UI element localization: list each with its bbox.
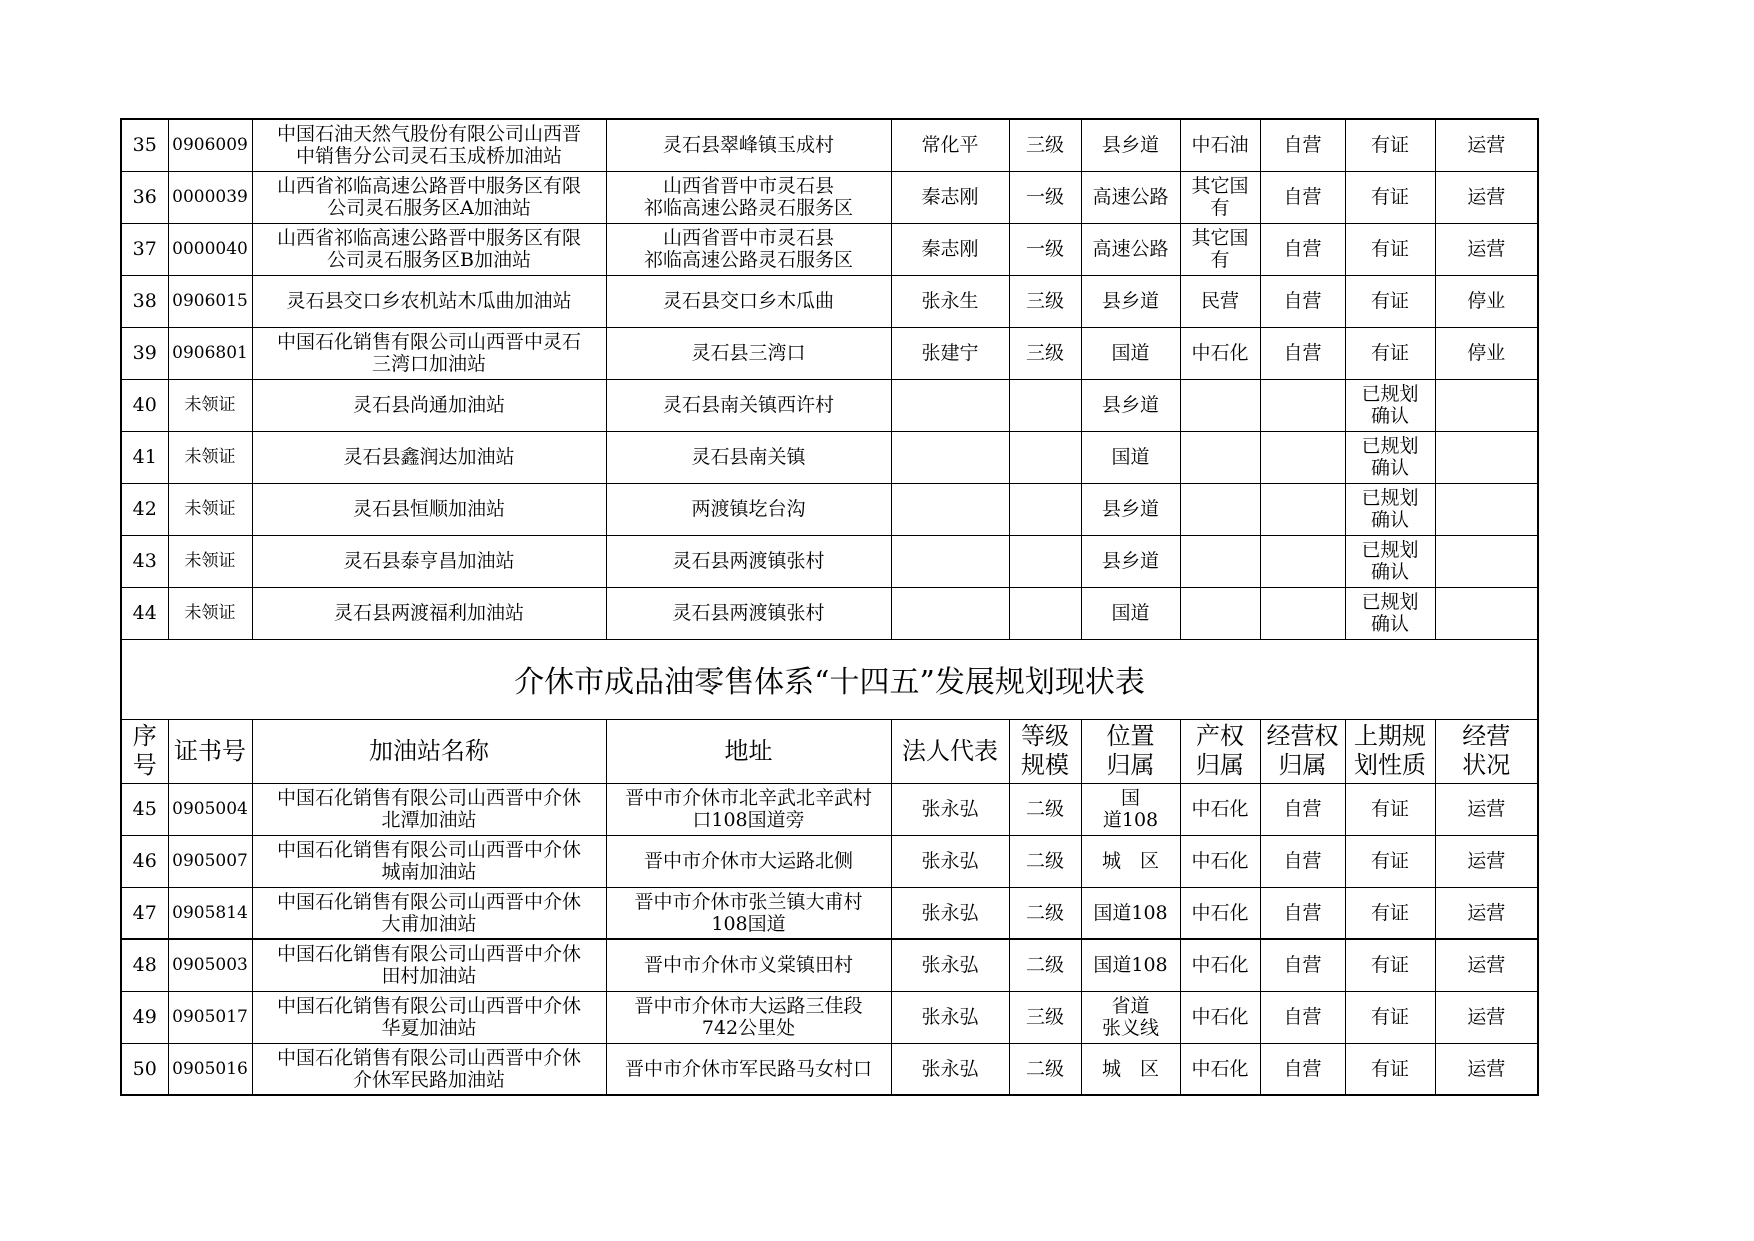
table-row (121, 991, 1538, 1043)
cell-plan: 已规划 确认 (1345, 535, 1435, 587)
cell-address: 灵石县交口乡木瓜曲 (606, 275, 891, 327)
cell-seq: 48 (121, 939, 168, 991)
cell-address: 两渡镇圪台沟 (606, 483, 891, 535)
header-rep: 法人代表 (891, 719, 1009, 783)
cell-status: 运营 (1435, 119, 1538, 171)
cell-grade: 三级 (1009, 119, 1081, 171)
cell-location: 县乡道 (1081, 275, 1180, 327)
cell-status: 停业 (1435, 327, 1538, 379)
cell-rep: 张永弘 (891, 835, 1009, 887)
cell-code: 0905814 (168, 887, 252, 939)
cell-status: 运营 (1435, 887, 1538, 939)
cell-location: 国道 (1081, 327, 1180, 379)
header-address: 地址 (606, 719, 891, 783)
cell-rep: 常化平 (891, 119, 1009, 171)
cell-name: 中国石化销售有限公司山西晋中介休 华夏加油站 (252, 991, 606, 1043)
table-row (121, 275, 1538, 327)
cell-status (1435, 587, 1538, 639)
cell-seq: 46 (121, 835, 168, 887)
cell-property: 其它国 有 (1180, 171, 1260, 223)
cell-location: 高速公路 (1081, 171, 1180, 223)
cell-code: 0906015 (168, 275, 252, 327)
lower-table-body (121, 783, 1538, 1095)
cell-seq: 43 (121, 535, 168, 587)
cell-plan: 有证 (1345, 119, 1435, 171)
header-body (121, 719, 1538, 783)
upper-table-body (121, 119, 1538, 639)
cell-grade (1009, 431, 1081, 483)
cell-plan: 已规划 确认 (1345, 431, 1435, 483)
cell-property: 民营 (1180, 275, 1260, 327)
cell-seq: 49 (121, 991, 168, 1043)
cell-property (1180, 483, 1260, 535)
cell-location: 城 区 (1081, 835, 1180, 887)
cell-name: 中国石化销售有限公司山西晋中介休 大甫加油站 (252, 887, 606, 939)
cell-operation: 自营 (1260, 119, 1345, 171)
cell-location: 国道108 (1081, 887, 1180, 939)
cell-status (1435, 431, 1538, 483)
cell-plan: 有证 (1345, 783, 1435, 835)
cell-plan: 有证 (1345, 991, 1435, 1043)
cell-code: 0905004 (168, 783, 252, 835)
cell-location: 高速公路 (1081, 223, 1180, 275)
cell-seq: 44 (121, 587, 168, 639)
cell-code: 0906801 (168, 327, 252, 379)
cell-property: 中石油 (1180, 119, 1260, 171)
cell-code: 0000040 (168, 223, 252, 275)
cell-seq: 42 (121, 483, 168, 535)
cell-rep: 张建宁 (891, 327, 1009, 379)
cell-seq: 45 (121, 783, 168, 835)
cell-name: 灵石县鑫润达加油站 (252, 431, 606, 483)
cell-property: 中石化 (1180, 327, 1260, 379)
cell-location: 国道108 (1081, 939, 1180, 991)
cell-seq: 36 (121, 171, 168, 223)
cell-operation (1260, 379, 1345, 431)
cell-name: 中国石化销售有限公司山西晋中介休 城南加油站 (252, 835, 606, 887)
cell-location: 省道 张义线 (1081, 991, 1180, 1043)
cell-rep: 秦志刚 (891, 171, 1009, 223)
cell-rep: 张永生 (891, 275, 1009, 327)
cell-operation: 自营 (1260, 1043, 1345, 1095)
cell-name: 山西省祁临高速公路晋中服务区有限 公司灵石服务区A加油站 (252, 171, 606, 223)
cell-location: 国 道108 (1081, 783, 1180, 835)
cell-grade (1009, 483, 1081, 535)
cell-address: 山西省晋中市灵石县 祁临高速公路灵石服务区 (606, 223, 891, 275)
header-property: 产权 归属 (1180, 719, 1260, 783)
cell-rep: 张永弘 (891, 1043, 1009, 1095)
cell-name: 灵石县两渡福利加油站 (252, 587, 606, 639)
cell-name: 中国石化销售有限公司山西晋中介休 北潭加油站 (252, 783, 606, 835)
cell-name: 中国石化销售有限公司山西晋中灵石 三湾口加油站 (252, 327, 606, 379)
gas-station-table (120, 118, 1539, 1096)
cell-seq: 50 (121, 1043, 168, 1095)
table-row (121, 939, 1538, 991)
table-row (121, 483, 1538, 535)
cell-operation: 自营 (1260, 887, 1345, 939)
cell-grade: 二级 (1009, 1043, 1081, 1095)
cell-operation: 自营 (1260, 223, 1345, 275)
cell-address: 晋中市介休市义棠镇田村 (606, 939, 891, 991)
cell-property: 中石化 (1180, 887, 1260, 939)
cell-status (1435, 535, 1538, 587)
table-row (121, 835, 1538, 887)
cell-code: 0905017 (168, 991, 252, 1043)
cell-rep: 秦志刚 (891, 223, 1009, 275)
cell-plan: 有证 (1345, 327, 1435, 379)
cell-grade: 一级 (1009, 171, 1081, 223)
cell-status: 运营 (1435, 991, 1538, 1043)
table-row (121, 119, 1538, 171)
cell-address: 山西省晋中市灵石县 祁临高速公路灵石服务区 (606, 171, 891, 223)
cell-location: 县乡道 (1081, 379, 1180, 431)
header-plan: 上期规 划性质 (1345, 719, 1435, 783)
cell-plan: 已规划 确认 (1345, 587, 1435, 639)
table-row (121, 431, 1538, 483)
cell-status: 运营 (1435, 223, 1538, 275)
cell-operation: 自营 (1260, 275, 1345, 327)
cell-seq: 40 (121, 379, 168, 431)
cell-code: 未领证 (168, 379, 252, 431)
table-row (121, 783, 1538, 835)
table-row (121, 379, 1538, 431)
cell-code: 未领证 (168, 535, 252, 587)
cell-code: 0000039 (168, 171, 252, 223)
table-row (121, 887, 1538, 939)
cell-rep (891, 535, 1009, 587)
cell-grade: 二级 (1009, 887, 1081, 939)
cell-address: 灵石县南关镇西许村 (606, 379, 891, 431)
cell-grade: 三级 (1009, 327, 1081, 379)
cell-status: 运营 (1435, 939, 1538, 991)
cell-grade: 二级 (1009, 835, 1081, 887)
cell-address: 灵石县两渡镇张村 (606, 587, 891, 639)
cell-seq: 37 (121, 223, 168, 275)
cell-name: 中国石油天然气股份有限公司山西晋 中销售分公司灵石玉成桥加油站 (252, 119, 606, 171)
cell-name: 灵石县尚通加油站 (252, 379, 606, 431)
spreadsheet-page (120, 118, 1539, 1096)
cell-status: 运营 (1435, 783, 1538, 835)
cell-status: 运营 (1435, 171, 1538, 223)
cell-grade (1009, 535, 1081, 587)
cell-seq: 41 (121, 431, 168, 483)
cell-seq: 47 (121, 887, 168, 939)
cell-grade: 三级 (1009, 275, 1081, 327)
cell-grade: 三级 (1009, 991, 1081, 1043)
cell-name: 山西省祁临高速公路晋中服务区有限 公司灵石服务区B加油站 (252, 223, 606, 275)
cell-name: 灵石县交口乡农机站木瓜曲加油站 (252, 275, 606, 327)
cell-address: 晋中市介休市军民路马女村口 (606, 1043, 891, 1095)
cell-name: 灵石县泰亨昌加油站 (252, 535, 606, 587)
header-code: 证书号 (168, 719, 252, 783)
cell-rep (891, 483, 1009, 535)
cell-rep: 张永弘 (891, 991, 1009, 1043)
cell-rep: 张永弘 (891, 887, 1009, 939)
cell-property (1180, 431, 1260, 483)
cell-location: 县乡道 (1081, 483, 1180, 535)
cell-operation: 自营 (1260, 939, 1345, 991)
cell-operation: 自营 (1260, 991, 1345, 1043)
section-title-body (121, 639, 1538, 719)
cell-operation: 自营 (1260, 327, 1345, 379)
table-row (121, 1043, 1538, 1095)
cell-plan: 有证 (1345, 939, 1435, 991)
cell-property: 中石化 (1180, 991, 1260, 1043)
cell-rep (891, 379, 1009, 431)
cell-code: 未领证 (168, 431, 252, 483)
header-operation: 经营权 归属 (1260, 719, 1345, 783)
cell-status: 运营 (1435, 835, 1538, 887)
cell-seq: 35 (121, 119, 168, 171)
cell-property (1180, 379, 1260, 431)
cell-code: 0905003 (168, 939, 252, 991)
cell-location: 国道 (1081, 587, 1180, 639)
cell-name: 中国石化销售有限公司山西晋中介休 介休军民路加油站 (252, 1043, 606, 1095)
cell-plan: 已规划 确认 (1345, 483, 1435, 535)
cell-plan: 有证 (1345, 887, 1435, 939)
cell-operation (1260, 483, 1345, 535)
cell-status (1435, 483, 1538, 535)
cell-code: 0906009 (168, 119, 252, 171)
cell-grade: 一级 (1009, 223, 1081, 275)
cell-operation (1260, 587, 1345, 639)
cell-plan: 有证 (1345, 835, 1435, 887)
cell-location: 国道 (1081, 431, 1180, 483)
cell-property: 中石化 (1180, 835, 1260, 887)
cell-seq: 39 (121, 327, 168, 379)
table-row (121, 327, 1538, 379)
cell-name: 灵石县恒顺加油站 (252, 483, 606, 535)
cell-address: 灵石县三湾口 (606, 327, 891, 379)
cell-status: 停业 (1435, 275, 1538, 327)
header-status: 经营 状况 (1435, 719, 1538, 783)
cell-operation: 自营 (1260, 783, 1345, 835)
cell-operation: 自营 (1260, 171, 1345, 223)
cell-address: 晋中市介休市大运路北侧 (606, 835, 891, 887)
table-row (121, 587, 1538, 639)
cell-address: 晋中市介休市大运路三佳段 742公里处 (606, 991, 891, 1043)
cell-operation (1260, 535, 1345, 587)
header-row (121, 719, 1538, 783)
header-name: 加油站名称 (252, 719, 606, 783)
cell-grade (1009, 379, 1081, 431)
cell-code: 未领证 (168, 483, 252, 535)
cell-property: 其它国 有 (1180, 223, 1260, 275)
header-location: 位置 归属 (1081, 719, 1180, 783)
cell-plan: 有证 (1345, 1043, 1435, 1095)
table-row (121, 223, 1538, 275)
cell-grade: 二级 (1009, 939, 1081, 991)
cell-location: 县乡道 (1081, 535, 1180, 587)
section-title: 介休市成品油零售体系“十四五”发展规划现状表 (121, 639, 1538, 719)
cell-address: 灵石县南关镇 (606, 431, 891, 483)
cell-plan: 有证 (1345, 223, 1435, 275)
cell-location: 城 区 (1081, 1043, 1180, 1095)
cell-property: 中石化 (1180, 939, 1260, 991)
cell-plan: 有证 (1345, 171, 1435, 223)
cell-plan: 已规划 确认 (1345, 379, 1435, 431)
header-seq: 序 号 (121, 719, 168, 783)
cell-grade (1009, 587, 1081, 639)
cell-address: 灵石县两渡镇张村 (606, 535, 891, 587)
cell-rep: 张永弘 (891, 783, 1009, 835)
cell-property (1180, 587, 1260, 639)
cell-operation: 自营 (1260, 835, 1345, 887)
cell-operation (1260, 431, 1345, 483)
table-row (121, 535, 1538, 587)
cell-status: 运营 (1435, 1043, 1538, 1095)
cell-location: 县乡道 (1081, 119, 1180, 171)
cell-grade: 二级 (1009, 783, 1081, 835)
cell-property: 中石化 (1180, 783, 1260, 835)
cell-property: 中石化 (1180, 1043, 1260, 1095)
cell-rep (891, 431, 1009, 483)
cell-code: 0905016 (168, 1043, 252, 1095)
cell-status (1435, 379, 1538, 431)
cell-rep (891, 587, 1009, 639)
cell-plan: 有证 (1345, 275, 1435, 327)
table-row (121, 171, 1538, 223)
header-grade: 等级 规模 (1009, 719, 1081, 783)
cell-rep: 张永弘 (891, 939, 1009, 991)
cell-code: 0905007 (168, 835, 252, 887)
cell-address: 晋中市介休市北辛武北辛武村 口108国道旁 (606, 783, 891, 835)
cell-property (1180, 535, 1260, 587)
cell-name: 中国石化销售有限公司山西晋中介休 田村加油站 (252, 939, 606, 991)
cell-address: 灵石县翠峰镇玉成村 (606, 119, 891, 171)
cell-code: 未领证 (168, 587, 252, 639)
cell-address: 晋中市介休市张兰镇大甫村 108国道 (606, 887, 891, 939)
cell-seq: 38 (121, 275, 168, 327)
